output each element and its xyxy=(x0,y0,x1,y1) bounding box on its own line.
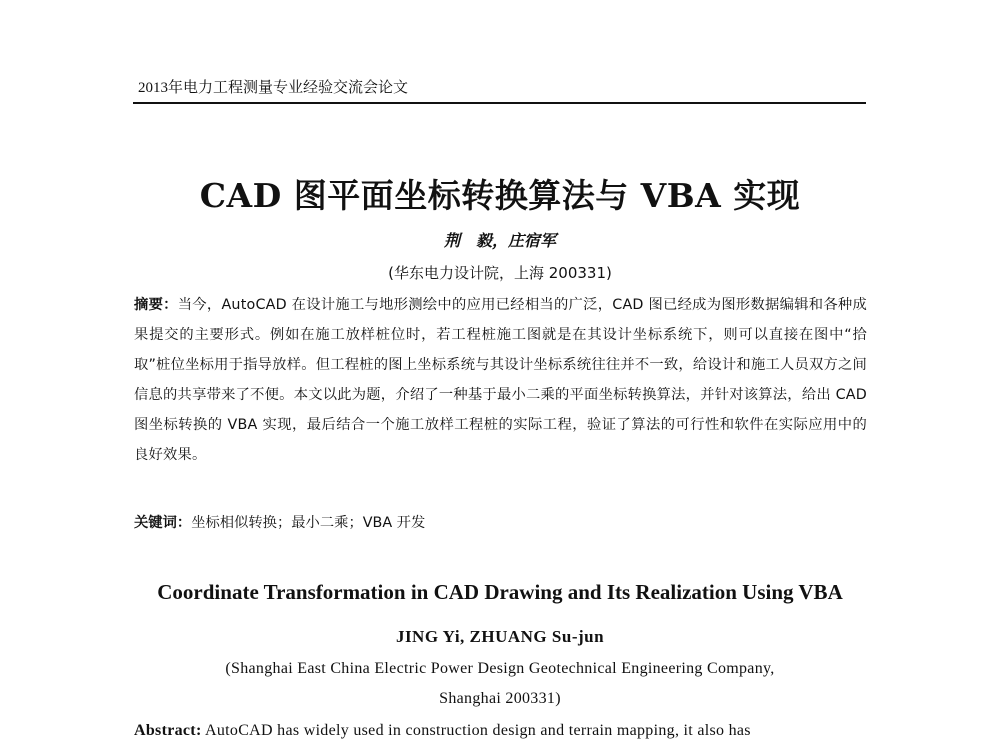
keywords-cn-text: 坐标相似转换；最小二乘；VBA 开发 xyxy=(191,515,426,531)
abstract-cn xyxy=(134,290,867,470)
paper-title-cn: CAD 图平面坐标转换算法与 VBA 实现 xyxy=(199,176,801,215)
paper-title-en: Coordinate Transformation in CAD Drawing and Its Realization Using VBA xyxy=(157,580,843,604)
abstract-en-text: AutoCAD has widely used in construction design and terrain mapping, it also has xyxy=(205,722,751,739)
authors-cn: 荆 毅，庄宿军 xyxy=(443,231,556,250)
affiliation-en-line1: (Shanghai East China Electric Power Design Geotechnical Engineering Company, xyxy=(225,660,775,677)
keywords-cn xyxy=(134,512,867,532)
running-head: 2013年电力工程测量专业经验交流会论文 xyxy=(138,80,409,96)
abstract-cn-text: 当今，AutoCAD 在设计施工与地形测绘中的应用已经相当的广泛，CAD 图已经成为图形数据编辑和各种成果提交的主要形式。例如在施工放样桩位时，若工程桩施工图就是在其设计坐标系统下，则可以直接在图中“拾取”桩位坐标用于指导放样。但工程桩的图上坐标系统与其设计坐标系统往往并不一致，给设计和施工人员双方之间信息的共享带来了不便。本文以此为题，介绍了一种基于最小二乘的平面坐标转换算法，并针对该算法，给出 CAD 图坐标转换的 VBA 实现，最后结合一个施工放样工程桩的实际工程，验证了算法的可行性和软件在实际应用中的良好效果。 xyxy=(134,297,867,463)
header-rule xyxy=(133,102,866,104)
abstract-en xyxy=(134,722,894,740)
abstract-cn-label: 摘要： xyxy=(134,297,178,313)
affiliation-cn: (华东电力设计院，上海 200331) xyxy=(388,264,612,282)
abstract-en-label: Abstract: xyxy=(134,722,202,739)
affiliation-en-line2: Shanghai 200331) xyxy=(439,690,561,707)
keywords-cn-label: 关键词： xyxy=(134,515,192,531)
authors-en: JING Yi, ZHUANG Su-jun xyxy=(395,627,605,646)
